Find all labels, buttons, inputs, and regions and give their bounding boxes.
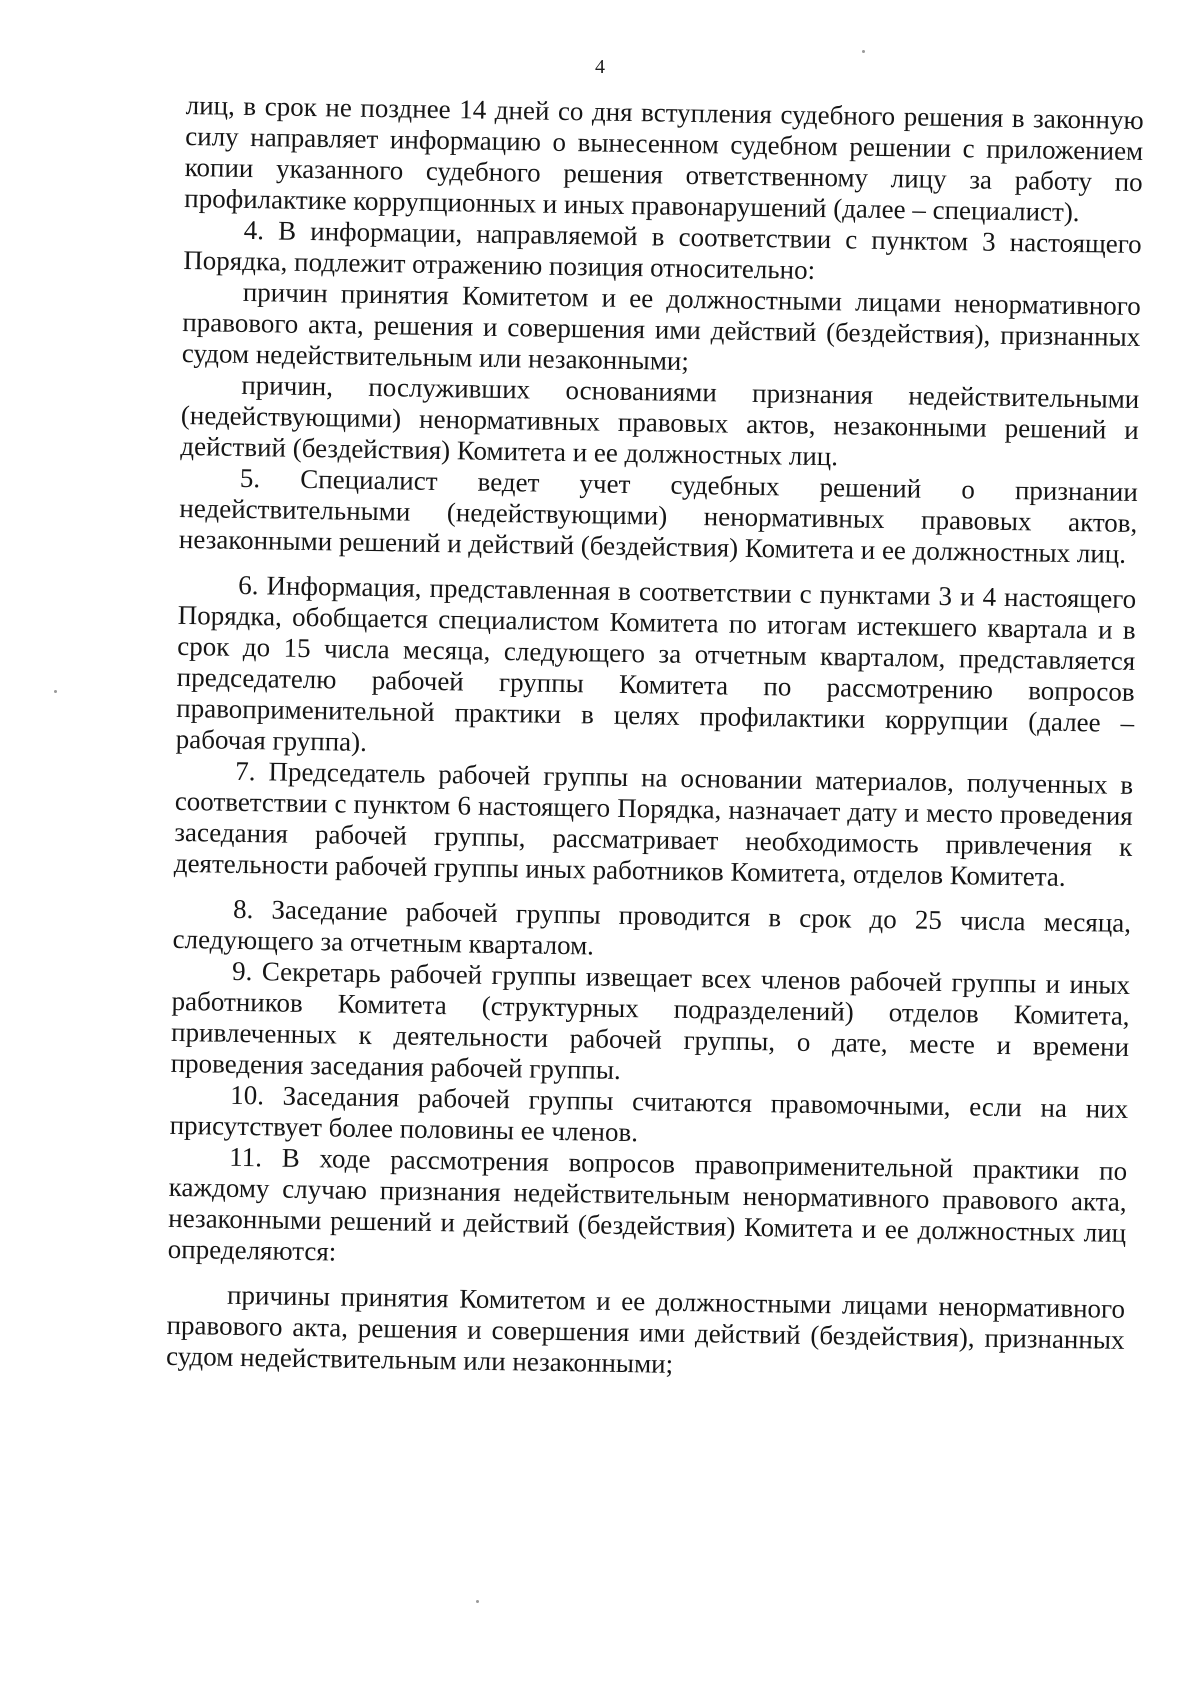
paragraph-item-11: 11. В ходе рассмотрения вопросов правоприменительной практики по каждому случаю признания недействительным ненормативного правового акта, незаконными решений и действий (бездействия) Комитета и ее должностных лиц определяются: [167, 1141, 1128, 1267]
paragraph-item-9: 9. Секретарь рабочей группы извещает всех членов рабочей группы и иных работников Комитета (структурных подразделений) отделов Комитета, привлеченных к деятельности рабочей группы, о дате, месте и времени проведения заседания рабочей группы. [170, 955, 1131, 1085]
scan-speck [54, 690, 57, 693]
page-number: 4 [595, 56, 605, 78]
paragraph-subitem: причин принятия Комитетом и ее должностными лицами ненормативного правового акта, решения и совершения ими действий (бездействия), признанных судом недействительным или незаконными; [181, 276, 1141, 376]
paragraph-item-5: 5. Специалист ведет учет судебных решений о признании недействительными (недействующими) ненормативных правовых актов, незаконными решений и действий (бездействия) Комитета и ее должностных лиц. [178, 462, 1139, 569]
scan-speck [862, 50, 865, 53]
paragraph-item-10: 10. Заседания рабочей группы считаются правомочными, если на них присутствует более половины ее членов. [169, 1079, 1129, 1148]
paragraph-item-8: 8. Заседание рабочей группы проводится в срок до 25 числа месяца, следующего за отчетным кварталом. [172, 893, 1132, 961]
paragraph-subitem: причины принятия Комитетом и ее должностными лицами ненормативного правового акта, решения и совершения ими действий (бездействия), признанных судом недействительным или незаконными; [165, 1279, 1126, 1379]
paragraph-item-6: 6. Информация, представленная в соответствии с пунктами 3 и 4 настоящего Порядка, обобщается специалистом Комитета по итогам истекшего квартала и в срок до 15 числа месяца, следующего за отчетным кварталом, представляется председателю рабочей группы Комитета по рассмотрению вопросов правоприменительной практики в целях профилактики коррупции (далее – рабочая группа). [175, 569, 1137, 757]
paragraph-item-7: 7. Председатель рабочей группы на основании материалов, полученных в соответствии с пунктом 6 настоящего Порядка, назначает дату и место проведения заседания рабочей группы, рассматривает необходимость привлечения к деятельности рабочей группы иных работников Комитета, отделов Комитета. [173, 755, 1134, 892]
paragraph-item-4: 4. В информации, направляемой в соответствии с пунктом 3 настоящего Порядка, подлежит отражению позиция относительно: [183, 214, 1142, 285]
paragraph-subitem: причин, послуживших основаниями признания недействительными (недействующими) ненормативных правовых актов, незаконными решений и действий (бездействия) Комитета и ее должностных лиц. [180, 369, 1140, 472]
document-body [166, 90, 1144, 1387]
scan-speck [476, 1600, 479, 1603]
paragraph-continuation: лиц, в срок не позднее 14 дней со дня вступления судебного решения в законную силу направляет информацию о вынесенном судебном решении с приложением копии указанного судебного решения ответственному лицу за работу по профилактике коррупционных и иных правонарушений (далее – специалист). [184, 90, 1144, 228]
